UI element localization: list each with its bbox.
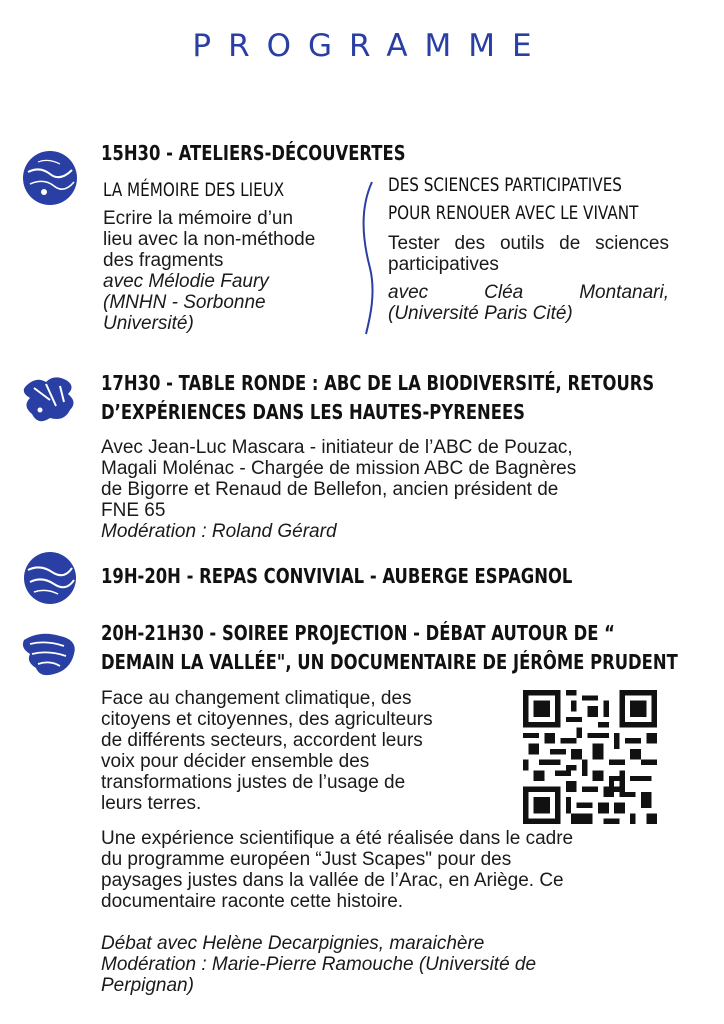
qr-code[interactable] (523, 690, 657, 824)
table-ronde-description (101, 437, 681, 542)
blue-ink-circle-icon (20, 148, 80, 208)
workshop-sciences-description: Tester des outils de sciences participatives (388, 233, 669, 275)
subtitle-sciences-participatives-2: POUR RENOUER AVEC LE VIVANT (388, 202, 639, 224)
text-line: citoyens et citoyennes, des agriculteurs (101, 709, 433, 730)
author-line: Université) (103, 313, 194, 334)
text-line: Magali Molénac - Chargée de mission ABC de Bagnères (101, 458, 577, 479)
subtitle-sciences-participatives-1: DES SCIENCES PARTICIPATIVES (388, 174, 622, 196)
section-heading-table-ronde-1: 17H30 - TABLE RONDE : ABC DE LA BIODIVERSITÉ, RETOURS (101, 371, 655, 395)
text-line: de différents secteurs, accordent leurs (101, 730, 423, 751)
text-line: transformations justes de l’usage de (101, 772, 406, 793)
projection-context (101, 828, 681, 912)
text-line: de Bigorre et Renaud de Bellefon, ancien président de (101, 479, 559, 500)
section-heading-projection-1: 20H-21H30 - SOIREE PROJECTION - DÉBAT AUTOUR DE “ (101, 621, 615, 645)
blue-ink-disc-icon (22, 550, 78, 606)
moderation-line: Perpignan) (101, 975, 194, 996)
moderation-line: Modération : Roland Gérard (101, 521, 337, 542)
text-line: du programme européen “Just Scapes" pour des (101, 849, 512, 870)
text-line: voix pour décider ensemble des (101, 751, 370, 772)
text-line: leurs terres. (101, 793, 202, 814)
text-line: Avec Jean-Luc Mascara - initiateur de l’ABC de Pouzac, (101, 437, 573, 458)
workshop-memoire-description (103, 208, 353, 334)
text-line: Une expérience scientifique a été réalisée dans le cadre (101, 828, 574, 849)
text-line: documentaire raconte cette histoire. (101, 891, 404, 912)
section-heading-projection-2: DEMAIN LA VALLÉE", UN DOCUMENTAIRE DE JÉRÔME PRUDENT (101, 650, 678, 674)
text-line: Ecrire la mémoire d’un (103, 208, 294, 229)
text-line: lieu avec la non-méthode (103, 229, 316, 250)
author-line: avec Mélodie Faury (103, 271, 269, 292)
section-heading-repas: 19H-20H - REPAS CONVIVIAL - AUBERGE ESPAGNOL (101, 564, 573, 588)
text-line: des fragments (103, 250, 224, 271)
subtitle-memoire-des-lieux: LA MÉMOIRE DES LIEUX (103, 179, 285, 201)
blue-ink-shape-icon (20, 628, 80, 680)
projection-description (101, 688, 511, 814)
author-line: avec Cléa Montanari, (388, 282, 669, 303)
debate-info (101, 933, 681, 996)
moderation-line: Modération : Marie-Pierre Ramouche (Université de (101, 954, 537, 975)
affiliation-line: (Université Paris Cité) (388, 303, 573, 324)
section-heading-ateliers: 15H30 - ATELIERS-DÉCOUVERTES (101, 141, 406, 165)
debate-line: Débat avec Helène Decarpignies, maraichère (101, 933, 485, 954)
divider-line (354, 178, 378, 338)
blue-ink-splash-icon (20, 372, 80, 428)
text-line: FNE 65 (101, 500, 166, 521)
text-line: Face au changement climatique, des (101, 688, 412, 709)
author-line: (MNHN - Sorbonne (103, 292, 266, 313)
section-heading-table-ronde-2: D’EXPÉRIENCES DANS LES HAUTES-PYRENEES (101, 400, 525, 424)
text-line: paysages justes dans la vallée de l’Arac, en Ariège. Ce (101, 870, 564, 891)
page-title: PROGRAMME (192, 28, 549, 64)
